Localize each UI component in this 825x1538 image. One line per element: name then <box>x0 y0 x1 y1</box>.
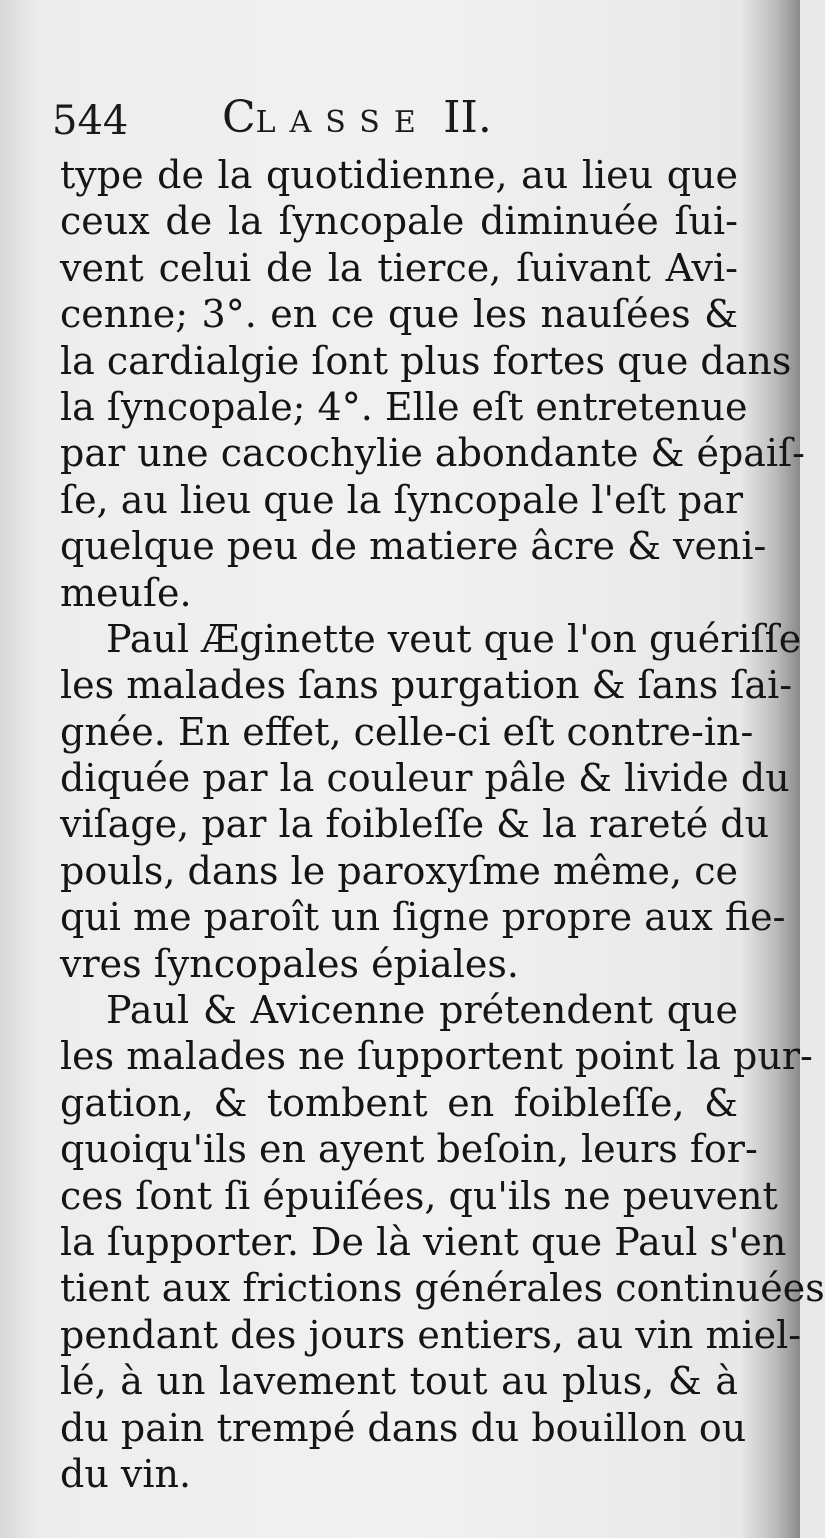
text-line: ſe, au lieu que la ſyncopale l'eſt par <box>60 477 744 522</box>
text-line: la ſupporter. De là vient que Paul s'en <box>60 1219 787 1264</box>
text-line: quelque peu de matiere âcre & veni- <box>60 524 767 569</box>
text-line: quoiqu'ils en ayent beſoin, leurs for- <box>60 1127 758 1172</box>
text-line: type de la quotidienne, au lieu que <box>60 153 738 197</box>
section-title-rest: LASSE <box>255 105 430 140</box>
text-line: vent celui de la tierce, ſuivant Avi- <box>60 245 738 290</box>
text-line: vres ſyncopales épiales. <box>60 941 519 986</box>
text-line: qui me paroît un ſigne propre aux fie- <box>60 895 786 940</box>
section-title <box>222 92 492 143</box>
text-line: diquée par la couleur pâle & livide du <box>60 756 790 801</box>
text-line: meuſe. <box>60 570 192 615</box>
text-line: la cardialgie ſont plus fortes que dans <box>60 338 792 383</box>
page-number: 544 <box>52 98 129 144</box>
text-line: gnée. En effet, celle-ci eſt contre-in- <box>60 709 754 754</box>
text-line: ces ſont ſi épuiſées, qu'ils ne peuvent <box>60 1173 778 1218</box>
text-line: les malades ſans purgation & ſans ſai- <box>60 663 793 708</box>
text-line: cenne; 3°. en ce que les nauſées & <box>60 292 738 337</box>
text-line: ceux de la ſyncopale diminuée ſui- <box>60 199 738 244</box>
text-line: la ſyncopale; 4°. Elle eſt entretenue <box>60 384 748 429</box>
text-line: Paul & Avicenne prétendent que <box>106 988 738 1033</box>
running-head <box>52 92 752 152</box>
section-title-initial: C <box>222 92 256 143</box>
text-line: lé, à un lavement tout au plus, & à <box>60 1359 738 1404</box>
text-line: viſage, par la foibleſſe & la rareté du <box>60 802 770 847</box>
section-title-numeral: II. <box>443 92 492 143</box>
text-line: pouls, dans le paroxyſme même, ce <box>60 848 738 893</box>
text-line: les malades ne ſupportent point la pur- <box>60 1034 813 1079</box>
body-text <box>60 152 825 1497</box>
text-line: Paul Æginette veut que l'on guériſſe <box>106 616 802 661</box>
text-line: gation, & tombent en foibleſſe, & <box>60 1080 738 1125</box>
text-line: pendant des jours entiers, au vin miel- <box>60 1312 802 1357</box>
text-line: tient aux frictions générales continuées <box>60 1266 825 1311</box>
text-line: du pain trempé dans du bouillon ou <box>60 1405 747 1450</box>
text-line: du vin. <box>60 1451 192 1496</box>
text-line: par une cacochylie abondante & épaiſ- <box>60 431 805 476</box>
